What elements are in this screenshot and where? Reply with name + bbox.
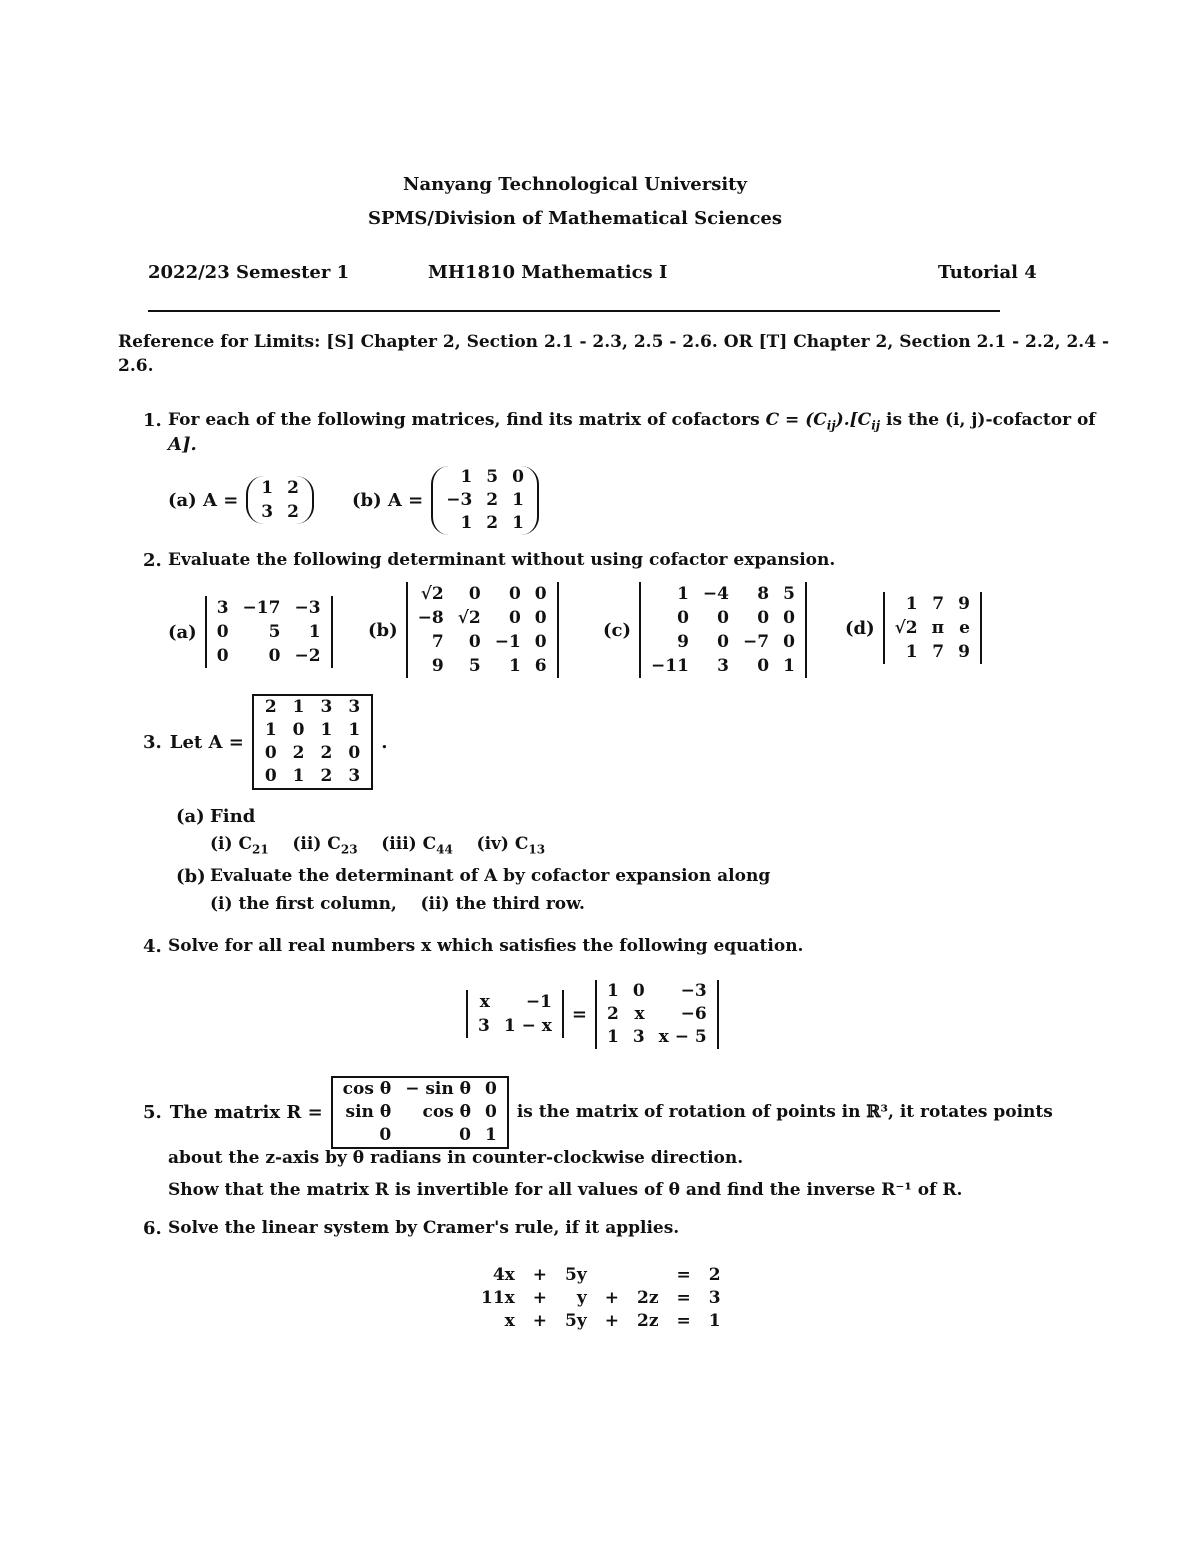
q4-right-determinant xyxy=(595,980,719,1049)
q6-system-entry: 2z xyxy=(637,1288,659,1308)
q1-a-matrix-row xyxy=(254,500,306,524)
q3-matrix-entry: 1 xyxy=(320,720,333,740)
q3-matrix-entry: 0 xyxy=(292,720,305,740)
q6-system-entry: 11x xyxy=(481,1288,515,1308)
q6-text: Solve the linear system by Cramer's rule, if it applies. xyxy=(168,1218,680,1238)
q2-a-determinant-entry: 0 xyxy=(216,646,229,666)
q4-right-determinant-entry: 2 xyxy=(606,1003,619,1024)
q2-d-determinant-row xyxy=(888,592,977,616)
q2-a-determinant-entry: −17 xyxy=(242,598,281,618)
q2-b-determinant-row xyxy=(411,630,554,654)
q4-left-determinant-row xyxy=(471,990,559,1014)
q4-right-determinant-entry: −3 xyxy=(680,980,707,1001)
q2-a-determinant-entry: 5 xyxy=(268,622,281,642)
q5-matrix-entry: cos θ xyxy=(422,1101,471,1122)
q5-number: 5. xyxy=(143,1101,162,1123)
q2-a-determinant-entry: 3 xyxy=(216,598,229,618)
q4-equals: = xyxy=(571,1003,587,1025)
q2-c-determinant-entry: 0 xyxy=(783,608,795,628)
q2-c-determinant-entry: 8 xyxy=(757,584,770,604)
q3-b-label: (b) xyxy=(176,866,206,887)
q2-b-determinant-entry: 0 xyxy=(534,584,547,604)
q1-b-matrix-entry: 1 xyxy=(460,466,473,487)
q5-matrix-entry: 0 xyxy=(459,1124,471,1145)
q4-right-determinant-entry: x − 5 xyxy=(658,1026,707,1047)
q2-b-determinant-entry: 7 xyxy=(431,632,444,652)
q2-c-determinant-row xyxy=(644,582,802,606)
q2-part-d xyxy=(845,588,982,668)
q3-a-item-4-sub: 13 xyxy=(528,842,546,857)
q2-b-determinant-row xyxy=(411,606,554,630)
q2-b-determinant-entry: −8 xyxy=(417,608,444,628)
q1-b-matrix-entry: 2 xyxy=(486,512,499,533)
q4-right-determinant-row xyxy=(600,1003,714,1026)
q6-linear-system xyxy=(472,1264,730,1333)
q2-c-determinant-row xyxy=(644,654,802,678)
q6-system-row xyxy=(472,1287,730,1310)
q2-b-determinant-entry: 0 xyxy=(468,632,481,652)
q6-system-entry: + xyxy=(532,1265,548,1285)
q6-system-entry: 1 xyxy=(708,1311,721,1331)
q1-text-a: For each of the following matrices, find its matrix of cofactors xyxy=(168,410,766,430)
q5-matrix-entry: 0 xyxy=(485,1101,497,1122)
q2-b-determinant-entry: 1 xyxy=(508,656,521,676)
q3-matrix-entry: 2 xyxy=(320,743,333,763)
q4-right-determinant-entry: x xyxy=(634,1003,645,1024)
q4-left-determinant-row xyxy=(471,1014,559,1038)
q2-d-determinant-row xyxy=(888,640,977,664)
q3-matrix-entry: 1 xyxy=(264,720,277,740)
q5-matrix-row xyxy=(336,1124,504,1147)
q1-a-matrix xyxy=(246,476,314,524)
q3-matrix xyxy=(252,694,373,790)
q5-matrix-row xyxy=(336,1078,504,1101)
q2-a-determinant-row xyxy=(210,596,328,620)
q2-d-determinant-entry: 1 xyxy=(905,594,918,614)
q2-c-determinant-entry: −11 xyxy=(651,656,689,676)
q2-b-determinant-entry: 0 xyxy=(534,608,547,628)
q4-left-determinant xyxy=(466,990,564,1038)
q3-a-items xyxy=(210,834,545,856)
q1-b-matrix-row xyxy=(439,512,531,535)
q3-matrix-entry: 0 xyxy=(264,743,277,763)
q2-d-determinant-entry: e xyxy=(959,618,970,638)
q3-matrix-entry: 2 xyxy=(264,697,277,717)
q5-matrix-entry: 0 xyxy=(485,1078,497,1099)
q3-matrix-entry: 1 xyxy=(292,766,305,786)
q4-text: Solve for all real numbers x which satisfies the following equation. xyxy=(168,936,804,956)
reference-line-2: 2.6. xyxy=(118,356,154,376)
q1-b-matrix-row xyxy=(439,466,531,489)
q2-c-determinant-entry: 0 xyxy=(717,632,729,652)
q6-system-entry: y xyxy=(576,1288,587,1308)
q1-b-matrix xyxy=(431,466,539,535)
q3-a-item-2: (ii) C xyxy=(292,834,341,854)
q2-c-determinant-entry: 0 xyxy=(783,632,795,652)
q2-c-determinant-entry: 1 xyxy=(677,584,689,604)
q2-d-determinant-entry: 7 xyxy=(932,594,945,614)
q4-right-determinant-entry: 1 xyxy=(606,1026,619,1047)
q2-d-determinant xyxy=(883,592,982,664)
q6-system-entry: + xyxy=(532,1288,548,1308)
q1-a-matrix-entry: 3 xyxy=(261,502,274,522)
q6-system-entry: + xyxy=(532,1311,548,1331)
q2-c-determinant-entry: 0 xyxy=(757,656,770,676)
q1-a-label: (a) A = xyxy=(168,489,239,511)
q2-b-determinant-entry: 0 xyxy=(508,584,521,604)
q3-matrix-row xyxy=(257,719,368,742)
q6-system-entry: + xyxy=(604,1311,620,1331)
q5-matrix-entry: 0 xyxy=(379,1124,392,1145)
q4-left-determinant-entry: 1 − x xyxy=(503,1016,552,1036)
q2-a-label: (a) xyxy=(168,621,197,643)
q2-d-determinant-row xyxy=(888,616,977,640)
q1-a-matrix-entry: 2 xyxy=(287,502,299,522)
q3-matrix-entry: 0 xyxy=(348,743,361,763)
q1-sub2: ij xyxy=(871,418,881,433)
q1-text-d: is the (i, j)-cofactor of xyxy=(880,410,1096,430)
q3-period: . xyxy=(381,731,388,753)
q4-right-determinant-entry: 3 xyxy=(632,1026,645,1047)
q6-system-entry: = xyxy=(676,1288,691,1308)
q2-b-determinant-entry: −1 xyxy=(494,632,521,652)
q5-line-3: Show that the matrix R is invertible for all values of θ and find the inverse R⁻¹ of R. xyxy=(168,1180,963,1200)
q2-d-determinant-entry: √2 xyxy=(894,618,918,638)
q2-c-determinant-entry: 0 xyxy=(677,608,689,628)
q2-d-label: (d) xyxy=(845,617,875,639)
semester-label: 2022/23 Semester 1 xyxy=(148,262,350,283)
q5-matrix-row xyxy=(336,1101,504,1124)
q2-c-determinant-entry: −7 xyxy=(742,632,770,652)
q2-d-determinant-entry: 9 xyxy=(958,594,970,614)
q2-c-determinant-entry: −4 xyxy=(702,584,729,604)
q2-b-determinant-entry: 0 xyxy=(534,632,547,652)
q5-lead: The matrix R = xyxy=(169,1101,323,1123)
q4-equation xyxy=(466,976,719,1052)
q2-b-determinant xyxy=(406,582,559,678)
q4-right-determinant-entry: 1 xyxy=(606,980,619,1001)
q6-system-entry xyxy=(596,1264,628,1287)
q6-system-entry: + xyxy=(604,1288,620,1308)
q2-c-determinant-entry: 1 xyxy=(783,656,795,676)
q1-text xyxy=(168,410,1096,432)
q2-b-label: (b) xyxy=(368,619,398,641)
q3-a-item-2-sub: 23 xyxy=(340,842,358,857)
q2-c-determinant-entry: 3 xyxy=(717,656,729,676)
q5-matrix-entry: − sin θ xyxy=(405,1078,471,1099)
q2-b-determinant-entry: √2 xyxy=(420,584,444,604)
q2-b-determinant-entry: 0 xyxy=(508,608,521,628)
q1-a-matrix-row xyxy=(254,476,306,500)
q2-b-determinant-row xyxy=(411,582,554,606)
q6-system-entry: 2 xyxy=(708,1265,721,1285)
q2-a-determinant-entry: 1 xyxy=(308,622,321,642)
q2-b-determinant-row xyxy=(411,654,554,678)
q2-a-determinant-row xyxy=(210,644,328,668)
q6-system-entry: = xyxy=(676,1311,691,1331)
q3-matrix-entry: 3 xyxy=(348,697,361,717)
q2-part-a xyxy=(168,584,333,680)
q3-matrix-entry: 0 xyxy=(264,766,277,786)
q2-b-determinant-entry: 0 xyxy=(468,584,481,604)
q1-a-matrix-entry: 2 xyxy=(287,478,299,498)
q2-a-determinant-entry: 0 xyxy=(268,646,281,666)
q2-c-determinant-entry: 0 xyxy=(717,608,729,628)
q3-number: 3. xyxy=(143,731,162,753)
q4-right-determinant-row xyxy=(600,1026,714,1049)
q2-d-determinant-entry: 9 xyxy=(958,642,970,662)
q5-line-1 xyxy=(143,1074,1053,1150)
q1-a-matrix-entry: 1 xyxy=(261,478,274,498)
q2-part-b xyxy=(368,580,559,680)
course-label: MH1810 Mathematics I xyxy=(428,262,668,283)
q1-number: 1. xyxy=(143,410,162,431)
q1-b-matrix-entry: 2 xyxy=(486,489,499,510)
q3-matrix-entry: 3 xyxy=(348,766,361,786)
q4-right-determinant-entry: 0 xyxy=(632,980,645,1001)
reference-line-1: Reference for Limits: [S] Chapter 2, Section 2.1 - 2.3, 2.5 - 2.6. OR [T] Chapter 2, Section 2.1 - 2.2, 2.4 - xyxy=(118,332,1110,352)
q1-text-c: ).[C xyxy=(835,410,872,430)
q2-b-determinant-entry: 9 xyxy=(431,656,444,676)
q2-d-determinant-entry: 1 xyxy=(905,642,918,662)
q3-a-item-3: (iii) C xyxy=(381,834,437,854)
tutorial-label: Tutorial 4 xyxy=(938,262,1037,283)
q3-let-label: Let A = xyxy=(169,731,244,753)
q2-a-determinant-row xyxy=(210,620,328,644)
q2-d-determinant-entry: 7 xyxy=(932,642,945,662)
q4-left-determinant-entry: −1 xyxy=(525,992,552,1012)
division-title: SPMS/Division of Mathematical Sciences xyxy=(367,208,783,229)
q3-a-item-1: (i) C xyxy=(210,834,252,854)
q1-part-a xyxy=(168,468,314,532)
q1-b-matrix-entry: 1 xyxy=(512,489,524,510)
q1-b-matrix-entry: 0 xyxy=(512,466,524,487)
q5-line-2: about the z-axis by θ radians in counter-clockwise direction. xyxy=(168,1148,744,1168)
q3-matrix-row xyxy=(257,742,368,765)
q2-c-determinant-row xyxy=(644,630,802,654)
q6-system-entry: 2z xyxy=(637,1311,659,1331)
q2-a-determinant-entry: −2 xyxy=(294,646,321,666)
header-rule xyxy=(148,310,1000,312)
q3-a-label: (a) xyxy=(176,806,205,827)
q3-a-item-3-sub: 44 xyxy=(436,842,453,857)
q2-b-determinant-entry: 5 xyxy=(468,656,481,676)
q4-right-determinant-entry: −6 xyxy=(680,1003,707,1024)
q5-tail: is the matrix of rotation of points in ℝ³, it rotates points xyxy=(516,1102,1053,1122)
q3-let xyxy=(143,692,387,792)
q6-system-entry: 5y xyxy=(565,1265,587,1285)
q1-part-b xyxy=(352,462,539,538)
university-title: Nanyang Technological University xyxy=(403,174,747,195)
q5-matrix-entry: sin θ xyxy=(345,1101,392,1122)
q6-system-entry: 3 xyxy=(708,1288,721,1308)
q2-c-determinant-entry: 5 xyxy=(783,584,795,604)
q1-b-matrix-entry: 5 xyxy=(486,466,499,487)
q3-matrix-row xyxy=(257,696,368,719)
q2-text: Evaluate the following determinant without using cofactor expansion. xyxy=(168,550,836,570)
q2-c-determinant xyxy=(639,582,807,678)
q1-text-b: C = (C xyxy=(765,410,827,430)
q2-a-determinant-entry: −3 xyxy=(294,598,321,618)
q3-a-text: Find xyxy=(210,806,256,827)
q6-system-row xyxy=(472,1264,730,1287)
q2-c-determinant-entry: 0 xyxy=(757,608,770,628)
q4-right-determinant-row xyxy=(600,980,714,1003)
q4-left-determinant-entry: x xyxy=(479,992,490,1012)
q2-b-determinant-entry: √2 xyxy=(457,608,481,628)
q1-text-e: A]. xyxy=(168,434,197,455)
q3-matrix-entry: 2 xyxy=(320,766,333,786)
q3-matrix-entry: 1 xyxy=(348,720,361,740)
q6-system-entry: x xyxy=(504,1311,515,1331)
q1-b-matrix-entry: 1 xyxy=(460,512,473,533)
q4-number: 4. xyxy=(143,936,162,957)
q1-b-matrix-row xyxy=(439,489,531,512)
q2-part-c xyxy=(603,580,807,680)
q3-b-items: (i) the first column, (ii) the third row. xyxy=(210,894,585,914)
q1-b-matrix-entry: 1 xyxy=(512,512,524,533)
q5-matrix-entry: 1 xyxy=(485,1124,497,1145)
q6-number: 6. xyxy=(143,1218,162,1239)
q2-c-determinant-row xyxy=(644,606,802,630)
q2-a-determinant-entry: 0 xyxy=(216,622,229,642)
q5-matrix-entry: cos θ xyxy=(342,1078,392,1099)
q3-matrix-row xyxy=(257,765,368,788)
q2-c-label: (c) xyxy=(603,619,631,641)
q3-b-text: Evaluate the determinant of A by cofactor expansion along xyxy=(210,866,771,886)
q3-a-item-4: (iv) C xyxy=(476,834,529,854)
q2-number: 2. xyxy=(143,550,162,571)
q2-a-determinant xyxy=(205,596,333,668)
q6-system-entry xyxy=(628,1264,667,1287)
q4-left-determinant-entry: 3 xyxy=(478,1016,490,1036)
q3-a-item-1-sub: 21 xyxy=(252,842,269,857)
q1-sub: ij xyxy=(826,418,836,433)
q2-c-determinant-entry: 9 xyxy=(677,632,689,652)
q6-system-entry: 4x xyxy=(492,1265,515,1285)
q2-d-determinant-entry: π xyxy=(931,618,945,638)
q5-matrix xyxy=(331,1076,509,1149)
q1-b-label: (b) A = xyxy=(352,489,424,511)
q6-system-entry: = xyxy=(676,1265,691,1285)
q3-matrix-entry: 2 xyxy=(292,743,305,763)
q3-matrix-entry: 3 xyxy=(320,697,333,717)
q1-b-matrix-entry: −3 xyxy=(446,489,473,510)
q2-b-determinant-entry: 6 xyxy=(534,656,547,676)
q6-system-entry: 5y xyxy=(565,1311,587,1331)
q3-matrix-entry: 1 xyxy=(292,697,305,717)
q6-system-row xyxy=(472,1310,730,1333)
